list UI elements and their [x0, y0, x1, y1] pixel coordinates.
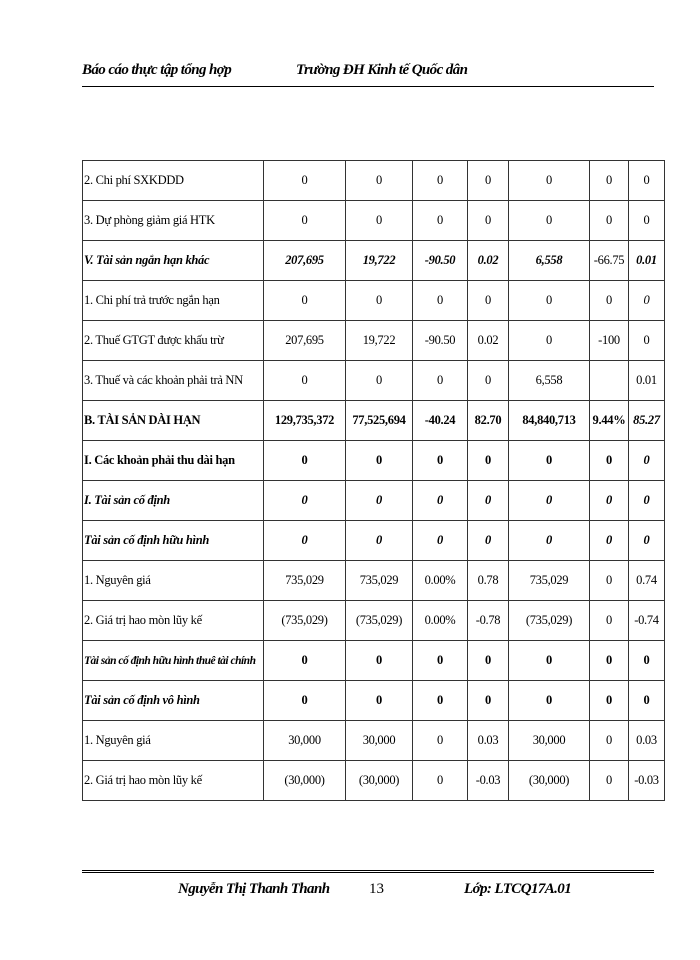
- cell: -40.24: [413, 401, 468, 441]
- cell: 0: [629, 481, 665, 521]
- cell: 0: [629, 681, 665, 721]
- row-label: Tài sản cố định hữu hình thuê tài chính: [83, 641, 264, 681]
- cell: (735,029): [509, 601, 590, 641]
- cell: 0: [264, 161, 346, 201]
- cell: 0: [346, 521, 413, 561]
- cell: 0: [413, 481, 468, 521]
- cell: 0: [264, 521, 346, 561]
- cell: 0: [264, 641, 346, 681]
- cell: 0: [509, 641, 590, 681]
- cell: 0: [264, 481, 346, 521]
- cell: (735,029): [264, 601, 346, 641]
- cell: 0: [346, 481, 413, 521]
- cell: 0: [468, 521, 509, 561]
- cell: 0: [590, 761, 629, 801]
- cell: 0: [346, 161, 413, 201]
- cell: [590, 361, 629, 401]
- cell: 0: [346, 441, 413, 481]
- cell: 0: [629, 321, 665, 361]
- cell: 735,029: [346, 561, 413, 601]
- cell: 0.01: [629, 241, 665, 281]
- cell: 0: [590, 681, 629, 721]
- table-row: [83, 321, 665, 361]
- university-name: Trường ĐH Kinh tế Quốc dân: [296, 62, 468, 78]
- cell: 0.78: [468, 561, 509, 601]
- cell: 735,029: [264, 561, 346, 601]
- table-row: [83, 481, 665, 521]
- table-row: [83, 161, 665, 201]
- cell: 0: [468, 481, 509, 521]
- cell: 0: [413, 721, 468, 761]
- cell: -90.50: [413, 241, 468, 281]
- cell: 207,695: [264, 321, 346, 361]
- cell: 0: [346, 361, 413, 401]
- cell: -0.78: [468, 601, 509, 641]
- cell: 0: [468, 161, 509, 201]
- page-footer: [82, 870, 654, 903]
- table-row: [83, 241, 665, 281]
- table-row: [83, 721, 665, 761]
- cell: 207,695: [264, 241, 346, 281]
- cell: 0.02: [468, 321, 509, 361]
- cell: 0: [468, 361, 509, 401]
- cell: 84,840,713: [509, 401, 590, 441]
- cell: 0.00%: [413, 601, 468, 641]
- cell: 0: [629, 161, 665, 201]
- table-row: [83, 521, 665, 561]
- cell: 19,722: [346, 321, 413, 361]
- cell: -90.50: [413, 321, 468, 361]
- cell: 0: [413, 281, 468, 321]
- cell: 0: [509, 321, 590, 361]
- report-title: Báo cáo thực tập tổng hợp: [82, 62, 232, 78]
- cell: -0.03: [629, 761, 665, 801]
- cell: 0: [509, 161, 590, 201]
- row-label: I. Tài sản cố định: [83, 481, 264, 521]
- row-label: 1. Chi phí trả trước ngắn hạn: [83, 281, 264, 321]
- cell: 0: [468, 681, 509, 721]
- cell: (30,000): [346, 761, 413, 801]
- table-row: [83, 201, 665, 241]
- cell: 0: [346, 281, 413, 321]
- table-row: [83, 401, 665, 441]
- table-row: [83, 681, 665, 721]
- cell: 0: [264, 201, 346, 241]
- cell: 0: [346, 641, 413, 681]
- cell: 30,000: [509, 721, 590, 761]
- row-label: 3. Dự phòng giảm giá HTK: [83, 201, 264, 241]
- row-label: Tài sản cố định vô hình: [83, 681, 264, 721]
- cell: 30,000: [346, 721, 413, 761]
- cell: -100: [590, 321, 629, 361]
- cell: 9.44%: [590, 401, 629, 441]
- table-row: [83, 641, 665, 681]
- cell: 0: [509, 521, 590, 561]
- row-label: B. TÀI SẢN DÀI HẠN: [83, 401, 264, 441]
- cell: 0.03: [468, 721, 509, 761]
- table-row: [83, 561, 665, 601]
- cell: 0: [590, 561, 629, 601]
- cell: 0: [590, 641, 629, 681]
- cell: 0: [509, 281, 590, 321]
- cell: 0: [590, 481, 629, 521]
- cell: 0.01: [629, 361, 665, 401]
- row-label: 2. Giá trị hao mòn lũy kế: [83, 601, 264, 641]
- cell: 0.74: [629, 561, 665, 601]
- cell: 0: [413, 361, 468, 401]
- cell: 6,558: [509, 241, 590, 281]
- cell: 0: [590, 441, 629, 481]
- cell: 0: [590, 601, 629, 641]
- cell: 735,029: [509, 561, 590, 601]
- cell: 0.03: [629, 721, 665, 761]
- row-label: Tài sản cố định hữu hình: [83, 521, 264, 561]
- row-label: 2. Giá trị hao mòn lũy kế: [83, 761, 264, 801]
- cell: 0: [413, 641, 468, 681]
- cell: (735,029): [346, 601, 413, 641]
- cell: 0: [468, 641, 509, 681]
- cell: 30,000: [264, 721, 346, 761]
- cell: 0: [629, 201, 665, 241]
- cell: 0: [590, 201, 629, 241]
- table-row: [83, 441, 665, 481]
- cell: 0: [509, 681, 590, 721]
- row-label: 2. Thuế GTGT được khấu trừ: [83, 321, 264, 361]
- row-label: 3. Thuế và các khoản phải trả NN: [83, 361, 264, 401]
- cell: 0: [413, 521, 468, 561]
- cell: 0: [629, 281, 665, 321]
- cell: -0.74: [629, 601, 665, 641]
- cell: 0: [590, 281, 629, 321]
- cell: 0: [509, 441, 590, 481]
- cell: 0: [264, 281, 346, 321]
- row-label: 2. Chi phí SXKDDD: [83, 161, 264, 201]
- cell: 129,735,372: [264, 401, 346, 441]
- cell: 0: [346, 201, 413, 241]
- cell: -66.75: [590, 241, 629, 281]
- cell: 0: [413, 161, 468, 201]
- row-label: 1. Nguyên giá: [83, 721, 264, 761]
- row-label: V. Tài sản ngắn hạn khác: [83, 241, 264, 281]
- cell: 0: [346, 681, 413, 721]
- cell: 0.00%: [413, 561, 468, 601]
- cell: 0: [629, 641, 665, 681]
- cell: -0.03: [468, 761, 509, 801]
- cell: 0: [468, 281, 509, 321]
- cell: 85.27: [629, 401, 665, 441]
- cell: 0: [629, 521, 665, 561]
- class-label: Lớp: LTCQ17A.01: [464, 881, 572, 897]
- cell: 0: [468, 441, 509, 481]
- cell: 0: [413, 441, 468, 481]
- cell: 19,722: [346, 241, 413, 281]
- cell: 0: [590, 161, 629, 201]
- cell: 82.70: [468, 401, 509, 441]
- cell: 0: [590, 521, 629, 561]
- cell: 0: [264, 361, 346, 401]
- author-name: Nguyễn Thị Thanh Thanh: [178, 881, 330, 897]
- cell: (30,000): [509, 761, 590, 801]
- cell: 0: [590, 721, 629, 761]
- table-row: [83, 601, 665, 641]
- page-number: 13: [369, 881, 384, 897]
- cell: 0: [264, 681, 346, 721]
- cell: (30,000): [264, 761, 346, 801]
- cell: 0: [629, 441, 665, 481]
- cell: 6,558: [509, 361, 590, 401]
- cell: 0.02: [468, 241, 509, 281]
- cell: 0: [509, 481, 590, 521]
- page-header: [82, 58, 654, 87]
- table-row: [83, 361, 665, 401]
- table-row: [83, 761, 665, 801]
- table-row: [83, 281, 665, 321]
- row-label: 1. Nguyên giá: [83, 561, 264, 601]
- row-label: I. Các khoản phải thu dài hạn: [83, 441, 264, 481]
- cell: 0: [413, 201, 468, 241]
- cell: 0: [509, 201, 590, 241]
- cell: 0: [468, 201, 509, 241]
- balance-sheet-table: [82, 160, 665, 801]
- cell: 77,525,694: [346, 401, 413, 441]
- cell: 0: [413, 761, 468, 801]
- cell: 0: [413, 681, 468, 721]
- cell: 0: [264, 441, 346, 481]
